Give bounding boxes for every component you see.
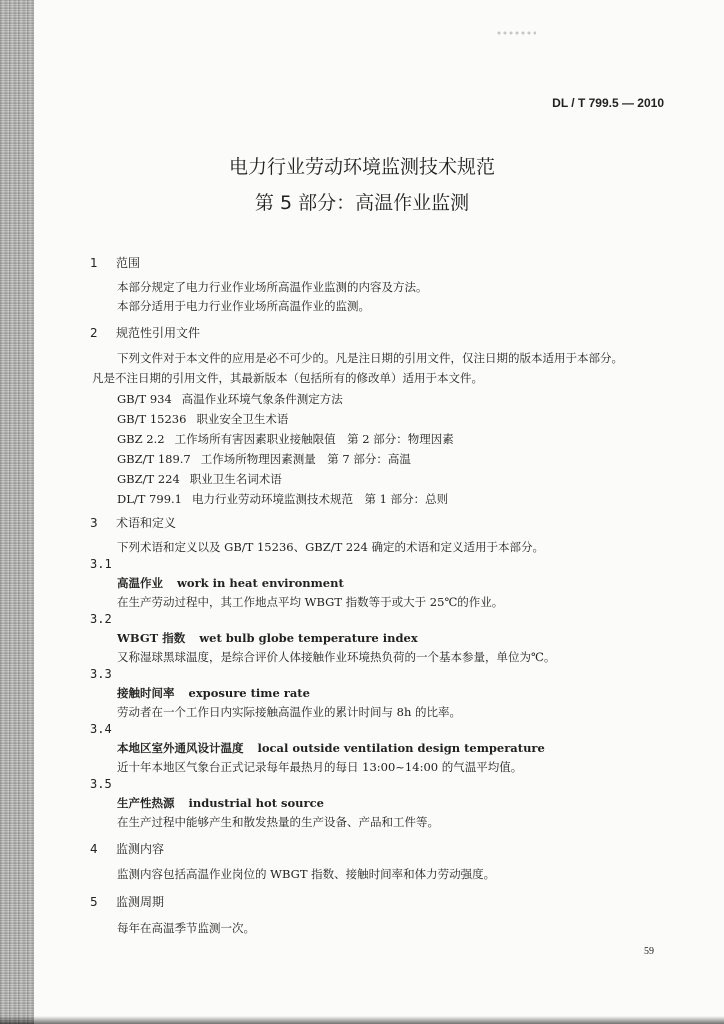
term-heading [117,630,418,646]
reference-item [117,451,411,467]
reference-code: GB/T 934 [117,392,172,406]
section-number: 3 [90,516,98,530]
term-definition: 近十年本地区气象台正式记录每年最热月的每日 13:00~14:00 的气温平均值。 [117,760,523,774]
section-heading-2 [90,324,200,341]
reference-title: 电力行业劳动环境监测技术规范 第 1 部分：总则 [191,492,449,506]
paragraph: 监测内容包括高温作业岗位的 WBGT 指数、接触时间率和体力劳动强度。 [117,867,496,881]
reference-title: 工作场所有害因素职业接触限值 第 2 部分：物理因素 [174,432,454,446]
section-title: 规范性引用文件 [116,326,201,340]
section-heading-1 [90,254,140,271]
term-cn: 本地区室外通风设计温度 [117,741,244,755]
term-en: exposure time rate [188,686,310,700]
term-heading [117,795,324,811]
reference-title: 职业卫生名词术语 [189,472,282,486]
reference-item [117,431,454,447]
section-number: 4 [90,842,98,856]
subsection-number: 3.2 [90,612,112,626]
term-heading [117,575,344,591]
term-heading [117,685,310,701]
section-title: 监测周期 [116,895,165,909]
reference-code: GBZ 2.2 [117,432,165,446]
section-heading-4 [90,840,164,857]
term-en: local outside ventilation design temperature [257,741,545,755]
reference-item [117,391,343,407]
section-heading-3 [90,514,176,531]
reference-item [117,471,282,487]
reference-code: GBZ/T 189.7 [117,452,191,466]
reference-item [117,411,288,427]
section-title: 范围 [116,256,141,270]
paragraph: 下列文件对于本文件的应用是必不可少的。凡是注日期的引用文件，仅注日期的版本适用于本部分。 [117,351,623,365]
paragraph: 本部分适用于电力行业作业场所高温作业的监测。 [117,299,370,313]
term-en: industrial hot source [188,796,324,810]
document-subtitle: 第 5 部分：高温作业监测 [254,192,470,214]
subsection-number: 3.3 [90,667,112,681]
subsection-number: 3.4 [90,722,112,736]
paragraph: 本部分规定了电力行业作业场所高温作业监测的内容及方法。 [117,280,428,294]
subsection-number: 3.1 [90,557,112,571]
section-number: 1 [90,256,98,270]
section-number: 5 [90,895,98,909]
term-definition: 在生产劳动过程中，其工作地点平均 WBGT 指数等于或大于 25℃的作业。 [117,595,504,609]
term-cn: 生产性热源 [117,796,175,810]
paragraph: 凡是不注日期的引用文件，其最新版本（包括所有的修改单）适用于本文件。 [92,371,483,385]
subsection-number: 3.5 [90,777,112,791]
term-en: work in heat environment [177,576,344,590]
term-heading [117,740,545,756]
term-cn: WBGT 指数 [117,631,186,645]
reference-code: GBZ/T 224 [117,472,180,486]
term-definition: 劳动者在一个工作日内实际接触高温作业的累计时间与 8h 的比率。 [117,705,462,719]
document-title: 电力行业劳动环境监测技术规范 [228,156,495,178]
section-title: 术语和定义 [116,516,177,530]
scan-speck [496,30,536,36]
term-definition: 又称湿球黑球温度，是综合评价人体接触作业环境热负荷的一个基本参量，单位为℃。 [117,650,556,664]
standard-number: DL / T 799.5 — 2010 [552,96,664,110]
term-en: wet bulb globe temperature index [199,631,418,645]
reference-item [117,491,448,507]
term-cn: 高温作业 [117,576,163,590]
reference-title: 职业安全卫生术语 [196,412,289,426]
reference-title: 工作场所物理因素测量 第 7 部分：高温 [200,452,411,466]
term-cn: 接触时间率 [117,686,175,700]
reference-title: 高温作业环境气象条件测定方法 [181,392,343,406]
section-title: 监测内容 [116,842,165,856]
reference-code: GB/T 15236 [117,412,187,426]
reference-code: DL/T 799.1 [117,492,182,506]
paragraph: 每年在高温季节监测一次。 [117,921,255,935]
paragraph: 下列术语和定义以及 GB/T 15236、GBZ/T 224 确定的术语和定义适用于本部分。 [117,540,545,554]
scan-bottom-edge [0,1016,724,1024]
term-definition: 在生产过程中能够产生和散发热量的生产设备、产品和工件等。 [117,815,439,829]
section-number: 2 [90,326,98,340]
section-heading-5 [90,893,164,910]
page-number: 59 [644,946,654,957]
